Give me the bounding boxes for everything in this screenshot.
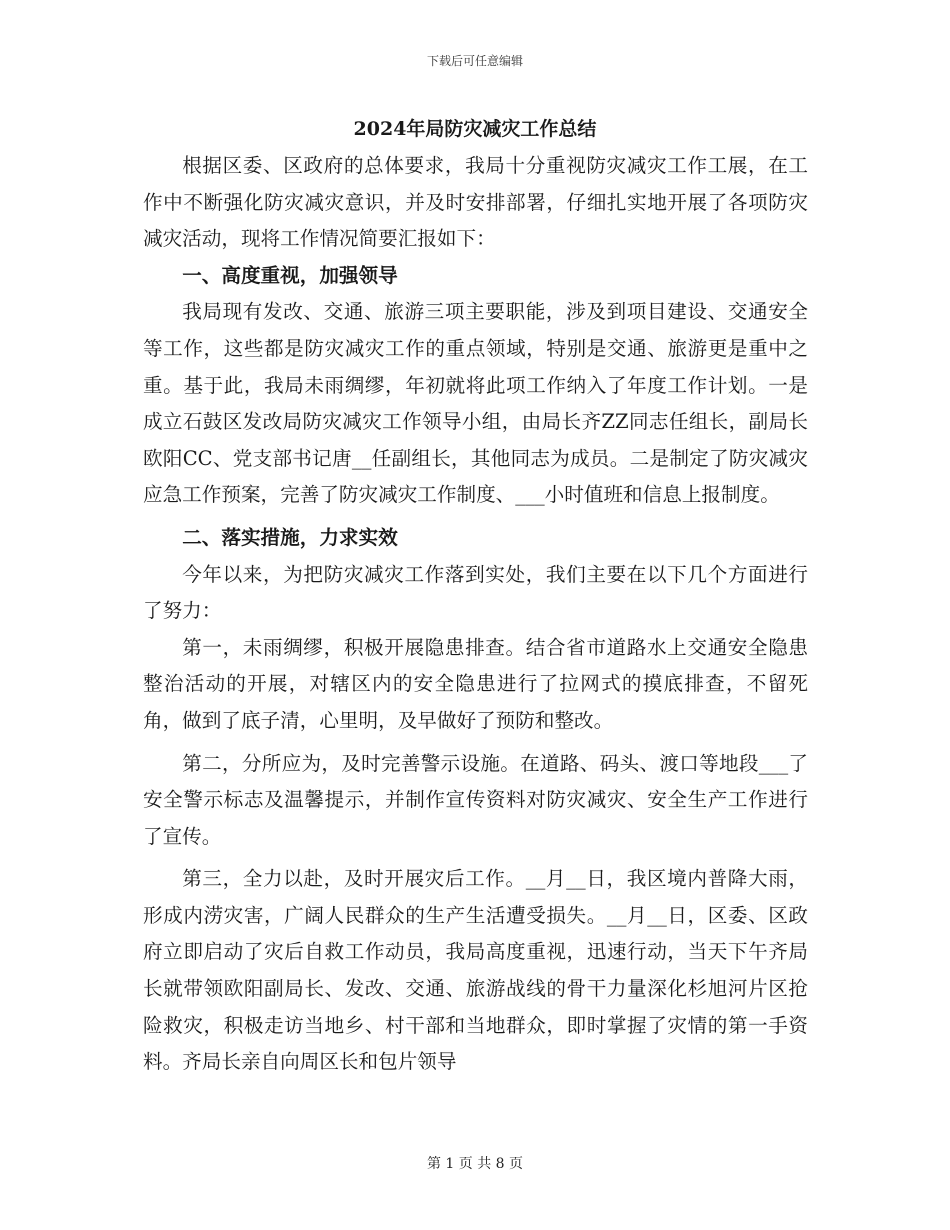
intro-paragraph: 根据区委、区政府的总体要求，我局十分重视防灾减灾工作工展，在工作中不断强化防灾减灾意识，并及时安排部署，仔细扎实地开展了各项防灾减灾活动，现将工作情况简要汇报如下： — [143, 154, 808, 251]
paragraph-5: 第三，全力以赴，及时开展灾后工作。__月__日，我区境内普降大雨，形成内涝灾害，广阔人民群众的生产生活遭受损失。__月__日，区委、区政府立即启动了灾后自救工作动员，我局高度重视，迅速行动，当天下午齐局长就带领欧阳副局长、发改、交通、旅游战线的骨干力量深化杉旭河片区抢险救灾，积极走访当地乡、村干部和当地群众，即时掌握了灾情的第一手资料。齐局长亲自向周区长和包片领导 — [143, 867, 808, 1074]
document-title: 2024年局防灾减灾工作总结 — [353, 118, 597, 140]
paragraph-2: 今年以来，为把防灾减灾工作落到实处，我们主要在以下几个方面进行了努力： — [143, 562, 808, 623]
page-header: 下载后可任意编辑 — [426, 54, 523, 68]
paragraph-3: 第一，未雨绸缪，积极开展隐患排查。结合省市道路水上交通安全隐患整治活动的开展，对辖区内的安全隐患进行了拉网式的摸底排查，不留死角，做到了底子清，心里明，及早做好了预防和整改。 — [143, 635, 808, 732]
document-body — [143, 148, 808, 1081]
section-heading-2: 二、落实措施，力求实效 — [182, 525, 398, 549]
paragraph-4: 第二，分所应为，及时完善警示设施。在道路、码头、渡口等地段___了安全警示标志及温馨提示，并制作宣传资料对防灾减灾、安全生产工作进行了宣传。 — [143, 751, 808, 848]
section-heading-1: 一、高度重视，加强领导 — [182, 263, 398, 287]
page-footer: 第 1 页 共 8 页 — [426, 1156, 524, 1172]
paragraph-1: 我局现有发改、交通、旅游三项主要职能，涉及到项目建设、交通安全等工作，这些都是防灾减灾工作的重点领域，特别是交通、旅游更是重中之重。基于此，我局未雨绸缪，年初就将此项工作纳入了年度工作计划。一是成立石鼓区发改局防灾减灾工作领导小组，由局长齐ZZ同志任组长，副局长欧阳CC、党支部书记唐__任副组长，其他同志为成员。二是制定了防灾减灾应急工作预案，完善了防灾减灾工作制度、___小时值班和信息上报制度。 — [143, 300, 808, 507]
